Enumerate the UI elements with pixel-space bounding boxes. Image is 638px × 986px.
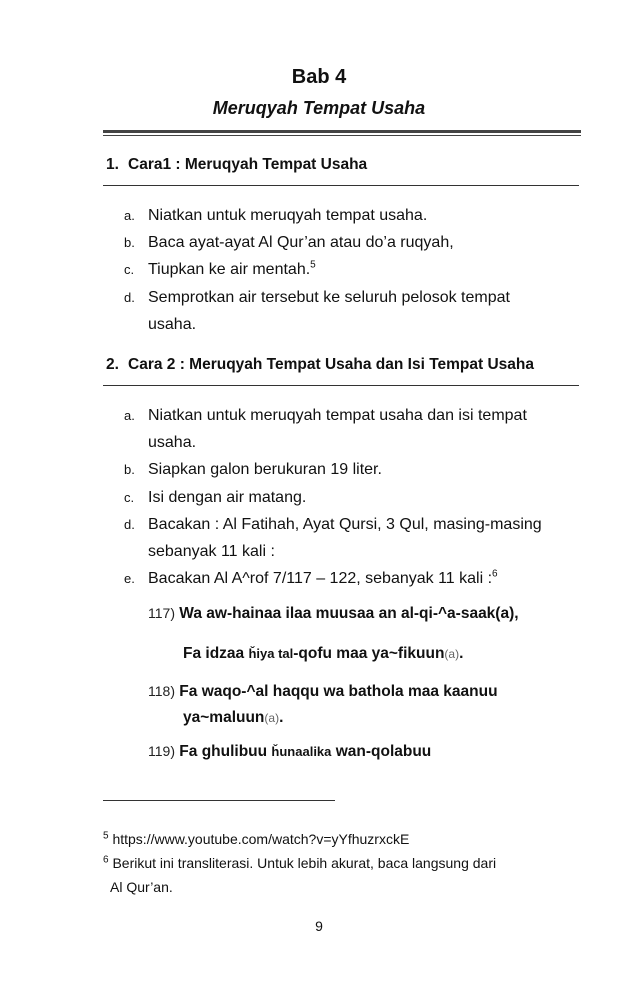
list-item-continuation: usaha. [148,316,197,333]
list-item: a. Niatkan untuk meruqyah tempat usaha dan isi tempat [124,407,527,424]
list-item: d. Bacakan : Al Fatihah, Ayat Qursi, 3 Qul, masing-masing [124,516,542,533]
section-2-heading [106,356,534,374]
list-item: b. Baca ayat-ayat Al Qur’an atau do’a ruqyah, [124,234,454,251]
chapter-divider-thin [103,135,581,136]
list-item: c. Tiupkan ke air mentah.$^5$ [124,259,316,278]
list-item: e. Bacakan Al A^rof 7/117 – 122, sebanyak 11 kali :$^6$ [124,568,498,587]
list-item: d. Semprotkan air tersebut ke seluruh pelosok tempat [124,289,510,306]
list-item: b. Siapkan galon berukuran 19 liter. [124,461,382,478]
chapter-subtitle: Meruqyah Tempat Usaha [212,98,426,118]
section-2-number: 2. [106,356,119,373]
footnote-5: $^5$ https://www.youtube.com/watch?v=yYfhuzrxckE [103,830,410,847]
section-1-number: 1. [106,156,119,173]
verse-118: 118) Fa waqo-^al haqqu wa bathola maa kaanuu [148,683,498,700]
section-1-rule [103,185,579,186]
verse-119: 119) Fa ghulibuu ȟunaalika wan-qolabuu [148,743,432,760]
verse-118-continuation: ya~maluun(a). [183,709,284,726]
list-item: a. Niatkan untuk meruqyah tempat usaha. [124,207,428,224]
section-1-heading [106,156,367,174]
section-2-title: Cara 2 : Meruqyah Tempat Usaha dan Isi Tempat Usaha [128,356,534,373]
footnote-6-continuation: Al Qur’an. [110,879,173,895]
list-item: c. Isi dengan air matang. [124,489,307,506]
section-1-title: Cara1 : Meruqyah Tempat Usaha [128,156,368,173]
list-item-continuation: usaha. [148,434,197,451]
verse-117: 117) Wa aw-hainaa ilaa muusaa an al-qi-^a-saak(a), [148,605,519,622]
page-number: 9 [315,918,323,934]
section-2-rule [103,385,579,386]
chapter-label: Bab 4 [291,66,347,88]
list-item-continuation: sebanyak 11 kali : [148,543,275,560]
footnote-6: $^6$ Berikut ini transliterasi. Untuk lebih akurat, baca langsung dari [103,854,497,871]
chapter-divider [103,130,581,133]
verse-117-continuation: Fa idzaa ȟiya tal-qofu maa ya~fikuun(a). [183,645,464,662]
footnote-divider [103,800,335,801]
footnote-ref: 5 [310,259,316,271]
footnote-ref: 6 [492,568,498,580]
